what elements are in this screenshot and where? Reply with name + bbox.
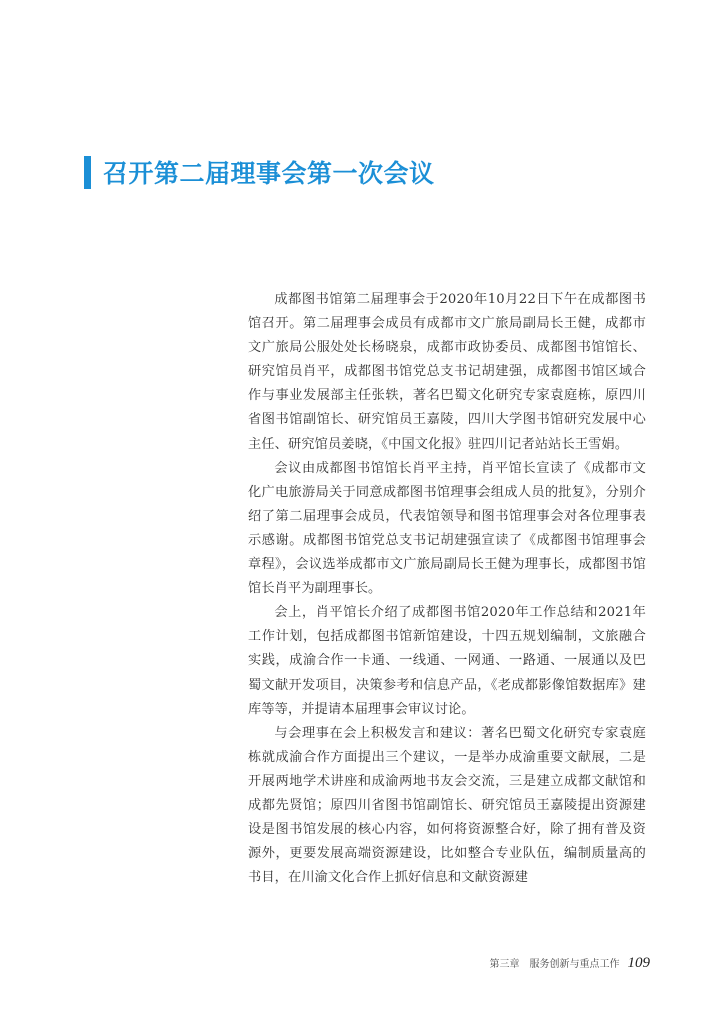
footer-chapter: 第三章 <box>489 959 520 970</box>
section-heading <box>84 152 435 192</box>
paragraph-1: 成都图书馆第二届理事会于2020年10月22日下午在成都图书馆召开。第二届理事会成员有成都市文广旅局副局长王健，成都市文广旅局公服处处长杨晓泉，成都市政协委员、成都图书馆馆长、研究馆员肖平，成都图书馆党总支书记胡建强，成都图书馆区域合作与事业发展部主任张轶，著名巴蜀文化研究专家袁庭栋，原四川省图书馆副馆长、研究馆员王嘉陵，四川大学图书馆研究发展中心主任、研究馆员姜晓，《中国文化报》驻四川记者站站长王雪娟。 <box>248 292 646 452</box>
body-text <box>248 288 646 890</box>
paragraph-2: 会议由成都图书馆馆长肖平主持，肖平馆长宣读了《成都市文化广电旅游局关于同意成都图书馆理事会组成人员的批复》，分别介绍了第二届理事会成员，代表馆领导和图书馆理事会对各位理事表示感谢。成都图书馆党总支书记胡建强宣读了《成都图书馆理事会章程》，会议选举成都市文广旅局副局长王健为理事长，成都图书馆馆长肖平为副理事长。 <box>248 460 646 597</box>
paragraph-3: 会上，肖平馆长介绍了成都图书馆2020年工作总结和2021年工作计划，包括成都图书馆新馆建设，十四五规划编制，文旅融合实践，成渝合作一卡通、一线通、一网通、一路通、一展通以及巴蜀文献开发项目，决策参考和信息产品，《老成都影像馆数据库》建库等等，并提请本届理事会审议讨论。 <box>248 605 646 717</box>
heading-title: 召开第二届理事会第一次会议 <box>103 159 435 188</box>
page-number: 109 <box>627 955 650 971</box>
page-footer <box>490 955 651 972</box>
footer-section-title: 服务创新与重点工作 <box>529 959 620 970</box>
heading-accent-bar <box>84 156 91 189</box>
paragraph-4: 与会理事在会上积极发言和建议：著名巴蜀文化研究专家袁庭栋就成渝合作方面提出三个建议，一是举办成渝重要文献展，二是开展两地学术讲座和成渝两地书友会交流，三是建立成都文献馆和成都先贤馆；原四川省图书馆副馆长、研究馆员王嘉陵提出资源建设是图书馆发展的核心内容，如何将资源整合好，除了拥有普及资源外，更要发展高端资源建设，比如整合专业队伍，编制质量高的书目，在川渝文化合作上抓好信息和文献资源建 <box>248 725 646 886</box>
